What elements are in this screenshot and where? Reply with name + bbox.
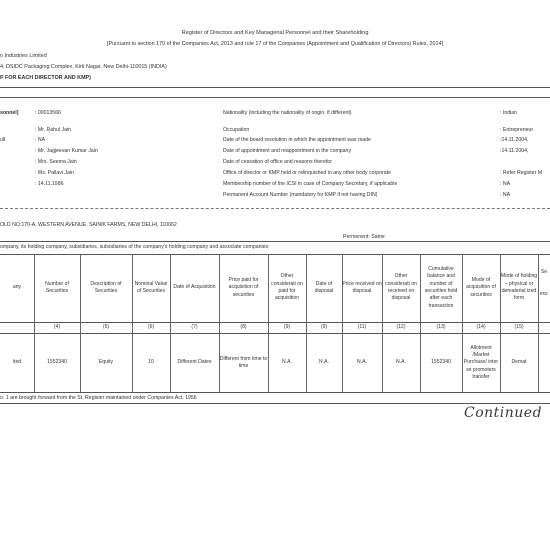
left-label-0: sonnel] (0, 110, 19, 116)
row-number: 1552340 (47, 359, 67, 366)
table-bottom-border (0, 392, 550, 393)
dob-value: : 14.11.1986 (35, 181, 64, 187)
col-number-5: (5) (102, 324, 110, 331)
nationality-value: : Indian (500, 110, 518, 116)
col-header-other-paid: Other considerati on paid for acquisition (271, 273, 303, 302)
table-footnote: o. 1 are brought forward from the St. Register maintained under Companies Act, 1956 (0, 395, 197, 401)
header-divider-2 (0, 97, 550, 98)
mother-name-value: : Mrs. Seema Jain (35, 159, 77, 165)
col-number-6: (6) (147, 324, 155, 331)
occupation-value: : Entrepreneur (500, 127, 534, 133)
board-resolution-label: Date of the board resolution in which the appointment was made (223, 137, 371, 143)
row-price-received: N.A. (357, 359, 367, 366)
col-header-cumulative: Cumulative balance and number of securities held after each transaction (424, 265, 458, 309)
col-header-nominal: Nominal Value of Securities (134, 280, 168, 294)
col-number-13: (13) (436, 324, 446, 331)
nationality-label: Nationality (including the nationality of origin, if different) (223, 110, 352, 116)
residential-address: OLD NO:170-A, WESTERN AVENUE, SAINIK FARMS, NEW DELHI, 110062 (0, 222, 177, 228)
other-office-label: Office of director or KMP held or relinquished in any other body corporate (223, 170, 391, 176)
icsi-value: : NA (500, 181, 511, 187)
col-header-price-received: Price received on disposal (342, 280, 382, 294)
pan-label: Permanent Account Number (mandatory for KMP if not having DIN) (223, 192, 378, 198)
shares-heading: ompany, its holding company, subsidiaries, subsidiaries of the company's holding company and associate companies: (0, 244, 270, 250)
col-number-4: (4) (53, 324, 61, 331)
other-office-value: : Refer Register M (500, 170, 543, 176)
handwritten-continued: Continued (464, 405, 543, 421)
col-header-description: Description of Securities (90, 280, 122, 294)
row-cumulative: 1552340 (431, 359, 451, 366)
din-value: : 00013566 (35, 110, 61, 116)
col-header-number: Number of Securities (45, 280, 69, 294)
row-mode-holding: Demat (511, 359, 527, 366)
col-number-15: (15) (514, 324, 524, 331)
footnote-divider (0, 403, 550, 404)
cessation-label: Date of cessation of office and reasons therefor (223, 159, 332, 165)
row-other-received: N.A. (396, 359, 406, 366)
row-price-paid: Different from time to time (219, 355, 268, 369)
col-header-price-paid: Price paid for acquisition of securities (228, 276, 259, 298)
permanent-address: Permenent: Same (343, 234, 385, 240)
row-date-disposal: N.A. (319, 359, 329, 366)
col-number-7: (7) (191, 324, 198, 331)
register-subtitle: [Pursuant to section 170 of the Companies Act, 2013 and rule 17 of the Companies (Appointment and Qualification of Directors) Rules, 2014] (107, 41, 443, 47)
details-divider (0, 208, 550, 209)
col-number-9a: (9) (283, 324, 291, 331)
table-number-border (0, 333, 550, 334)
col-header-date-disposal: Date of disposal (314, 280, 334, 294)
company-name: n Industries Limited (0, 53, 47, 59)
col-number-11: (11) (357, 324, 367, 331)
section-heading: P FOR EACH DIRECTOR AND KMP) (0, 75, 91, 81)
board-resolution-value: :14.11.2004, (500, 137, 529, 143)
row-mode-acquisition: Allotment /Market Purchase/ inter se promoters transfer (463, 344, 499, 381)
father-name-value: : Mr. Jagjeevan Kumar Jain (35, 148, 98, 154)
pan-value: : NA (500, 192, 511, 198)
row-description: Equity (98, 359, 114, 366)
col-number-12: (12) (396, 324, 406, 331)
col-number-14: (14) (476, 324, 486, 331)
col-header-date-acquisition: Date of Acquisition (173, 284, 216, 291)
col-header-se: Se (540, 269, 548, 276)
col-header-mode-acquisition: Mode of acquisition of securities (466, 276, 496, 298)
table-top-border (0, 254, 550, 255)
col-number-8: (8) (240, 324, 247, 331)
spouse-name-value: : Ms. Pallavi Jain (35, 170, 74, 176)
col-header-other-received: Other considerati on received on disposal (385, 273, 417, 302)
former-name-value: : NA (35, 137, 46, 143)
icsi-label: Membership number of the ICSI in case of Company Secretary, if applicable (223, 181, 398, 187)
appointment-label: Date of appointment and reappointment in the company (223, 148, 352, 154)
name-value: : Mr. Rahul Jain (35, 127, 72, 133)
company-address: 4, DSIDC Packaging Complex, Kirti Nagar, New Delhi-110015 (INDIA) (0, 64, 167, 70)
col-number-9b: (9) (320, 324, 328, 331)
row-other-paid: N.A. (282, 359, 292, 366)
left-label-2: ull (0, 137, 6, 143)
row-nominal: 10 (148, 359, 154, 366)
row-date-acquisition: Different Dates (177, 359, 212, 366)
occupation-label: Occupation (223, 127, 250, 133)
col-header-mode-holding: Mode of holding – physical or dematerial ized form (500, 273, 538, 302)
col-header-enc: enc (539, 291, 549, 298)
address-divider (0, 241, 550, 242)
header-divider (0, 87, 550, 88)
appointment-value: :14.11.2004, (500, 148, 529, 154)
register-title: Register of Directors and Key Managerial Personnel and their Shareholding (181, 30, 369, 36)
col-header-company: any (12, 284, 22, 291)
row-company: ited (12, 359, 22, 366)
